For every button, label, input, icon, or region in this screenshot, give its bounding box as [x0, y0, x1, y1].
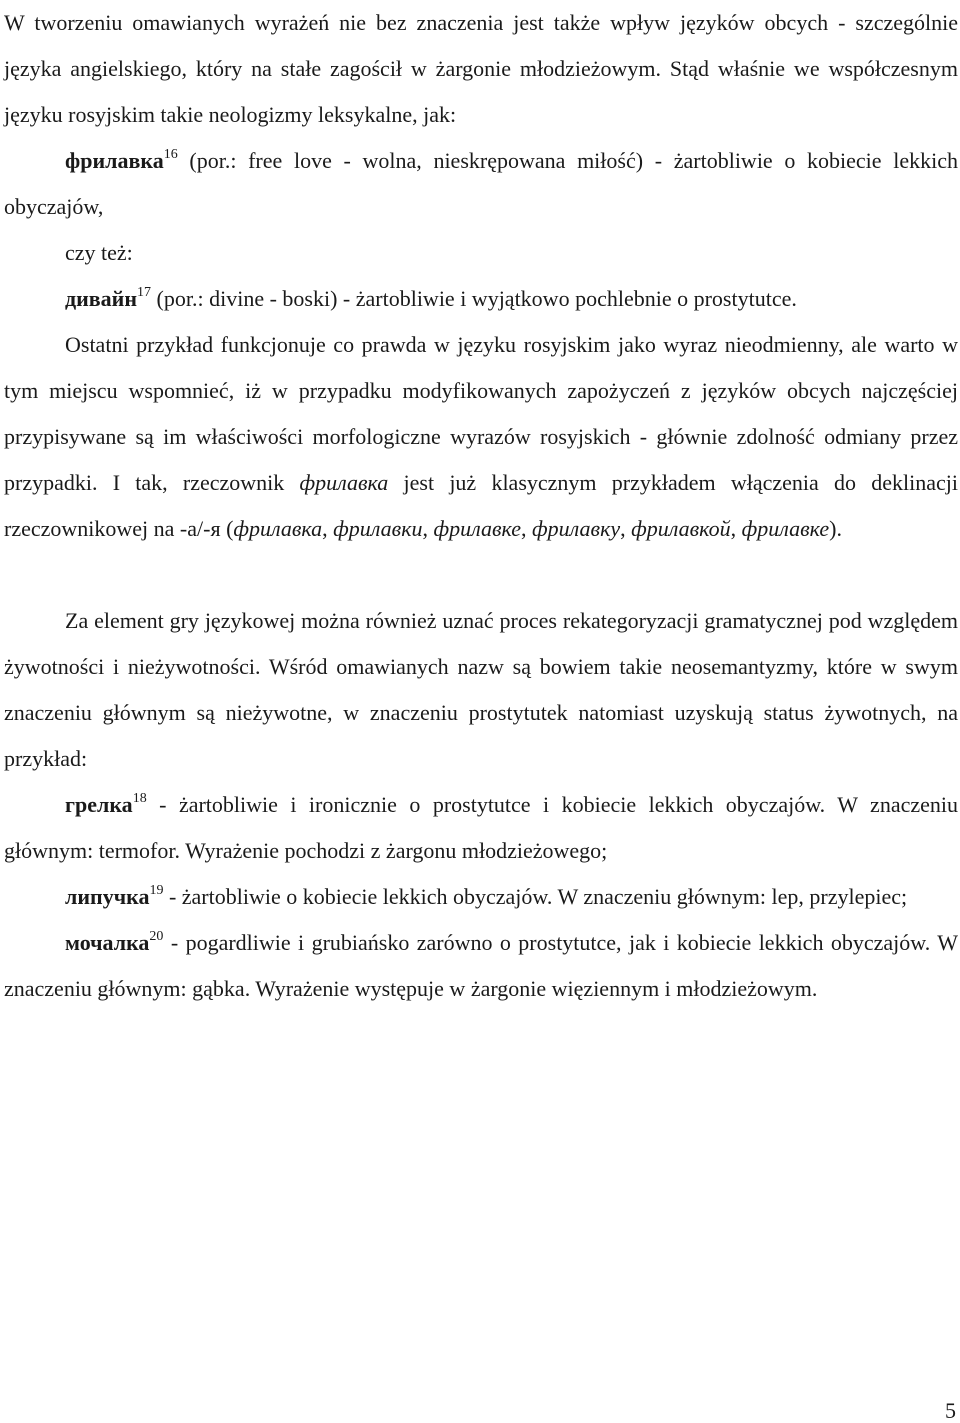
paragraph-text: Za element gry językowej można również uznać proces rekategoryzacji gramatycznej pod względem żywotności i nieżywotności. Wśród omawianych nazw są bowiem takie neosemantyzmy, które w swym znaczeniu głównym są nieżywotne, w znaczeniu prostytutek natomiast uzyskują status żywotnych, na przykład: — [4, 608, 958, 771]
paragraph-text: jest już klasycznym przykładem włączenia do deklinacji rzeczownikowej na -a/-я ( — [4, 470, 958, 541]
entry-mochalka — [4, 920, 958, 1012]
entry-divajn — [4, 276, 958, 322]
footnote-ref: 16 — [163, 147, 178, 162]
entry-term: дивайн — [65, 286, 138, 311]
paragraph-text: W tworzeniu omawianych wyrażeń nie bez znaczenia jest także wpływ języków obcych - szczególnie języka angielskiego, który na stałe zagościł w żargonie młodzieżowym. Stąd właśnie we współczesnym języku rosyjskim takie neologizmy leksykalne, jak: — [4, 10, 958, 127]
entry-frilavka — [4, 138, 958, 230]
paragraph-text: Ostatni przykład funkcjonuje co prawda w języku rosyjskim jako wyraz nieodmienny, ale warto w tym miejscu wspomnieć, iż w przypadku modyfikowanych zapożyczeń z języków obcych najczęściej przypisywane są im właściwości morfologiczne wyrazów rosyjskich - głównie zdolność odmiany przez przypadki. I tak, rzeczownik — [4, 332, 958, 495]
connector-text: czy też: — [65, 240, 133, 265]
document-page — [4, 0, 958, 1012]
separator: , — [521, 516, 533, 541]
separator: , — [322, 516, 334, 541]
footnote-ref: 18 — [132, 791, 147, 806]
separator: , — [730, 516, 742, 541]
entry-term: мочалка — [65, 930, 150, 955]
paragraph-gap — [4, 552, 958, 598]
paragraph-recategorization — [4, 598, 958, 782]
italic-word: фрилавка — [233, 516, 323, 541]
separator: , — [422, 516, 434, 541]
entry-definition: (por.: free love - wolna, nieskrępowana miłość) - żartobliwie o kobiecie lekkich obyczajów, — [4, 148, 958, 219]
entry-grelka — [4, 782, 958, 874]
footnote-ref: 17 — [137, 285, 152, 300]
italic-word: фрилавку — [532, 516, 621, 541]
entry-definition: - żartobliwie i ironicznie o prostytutce i kobiecie lekkich obyczajów. W znaczeniu głównym: termofor. Wyrażenie pochodzi z żargonu młodzieżowego; — [4, 792, 958, 863]
footnote-ref: 20 — [149, 929, 164, 944]
entry-definition: - pogardliwie i grubiańsko zarówno o prostytutce, jak i kobiecie lekkich obyczajów. W znaczeniu głównym: gąbka. Wyrażenie występuje w żargonie więziennym i młodzieżowym. — [4, 930, 958, 1001]
entry-term: липучка — [65, 884, 150, 909]
separator: ). — [829, 516, 842, 541]
italic-word: фрилавкой — [631, 516, 731, 541]
page-number: 5 — [945, 1398, 956, 1423]
entry-term: фрилавка — [65, 148, 164, 173]
italic-word: фрилавка — [299, 470, 389, 495]
entry-term: грелка — [65, 792, 133, 817]
entry-lipuchka — [4, 874, 958, 920]
entry-definition: (por.: divine - boski) - żartobliwie i wyjątkowo pochlebnie o prostytutce. — [151, 286, 797, 311]
paragraph-declension — [4, 322, 958, 552]
paragraph-intro — [4, 0, 958, 138]
footnote-ref: 19 — [149, 883, 164, 898]
italic-word: фрилавке — [741, 516, 830, 541]
italic-word: фрилавки — [333, 516, 423, 541]
italic-word: фрилавке — [433, 516, 522, 541]
separator: , — [620, 516, 632, 541]
entry-definition: - żartobliwie o kobiecie lekkich obyczajów. W znaczeniu głównym: lep, przylepiec; — [163, 884, 908, 909]
